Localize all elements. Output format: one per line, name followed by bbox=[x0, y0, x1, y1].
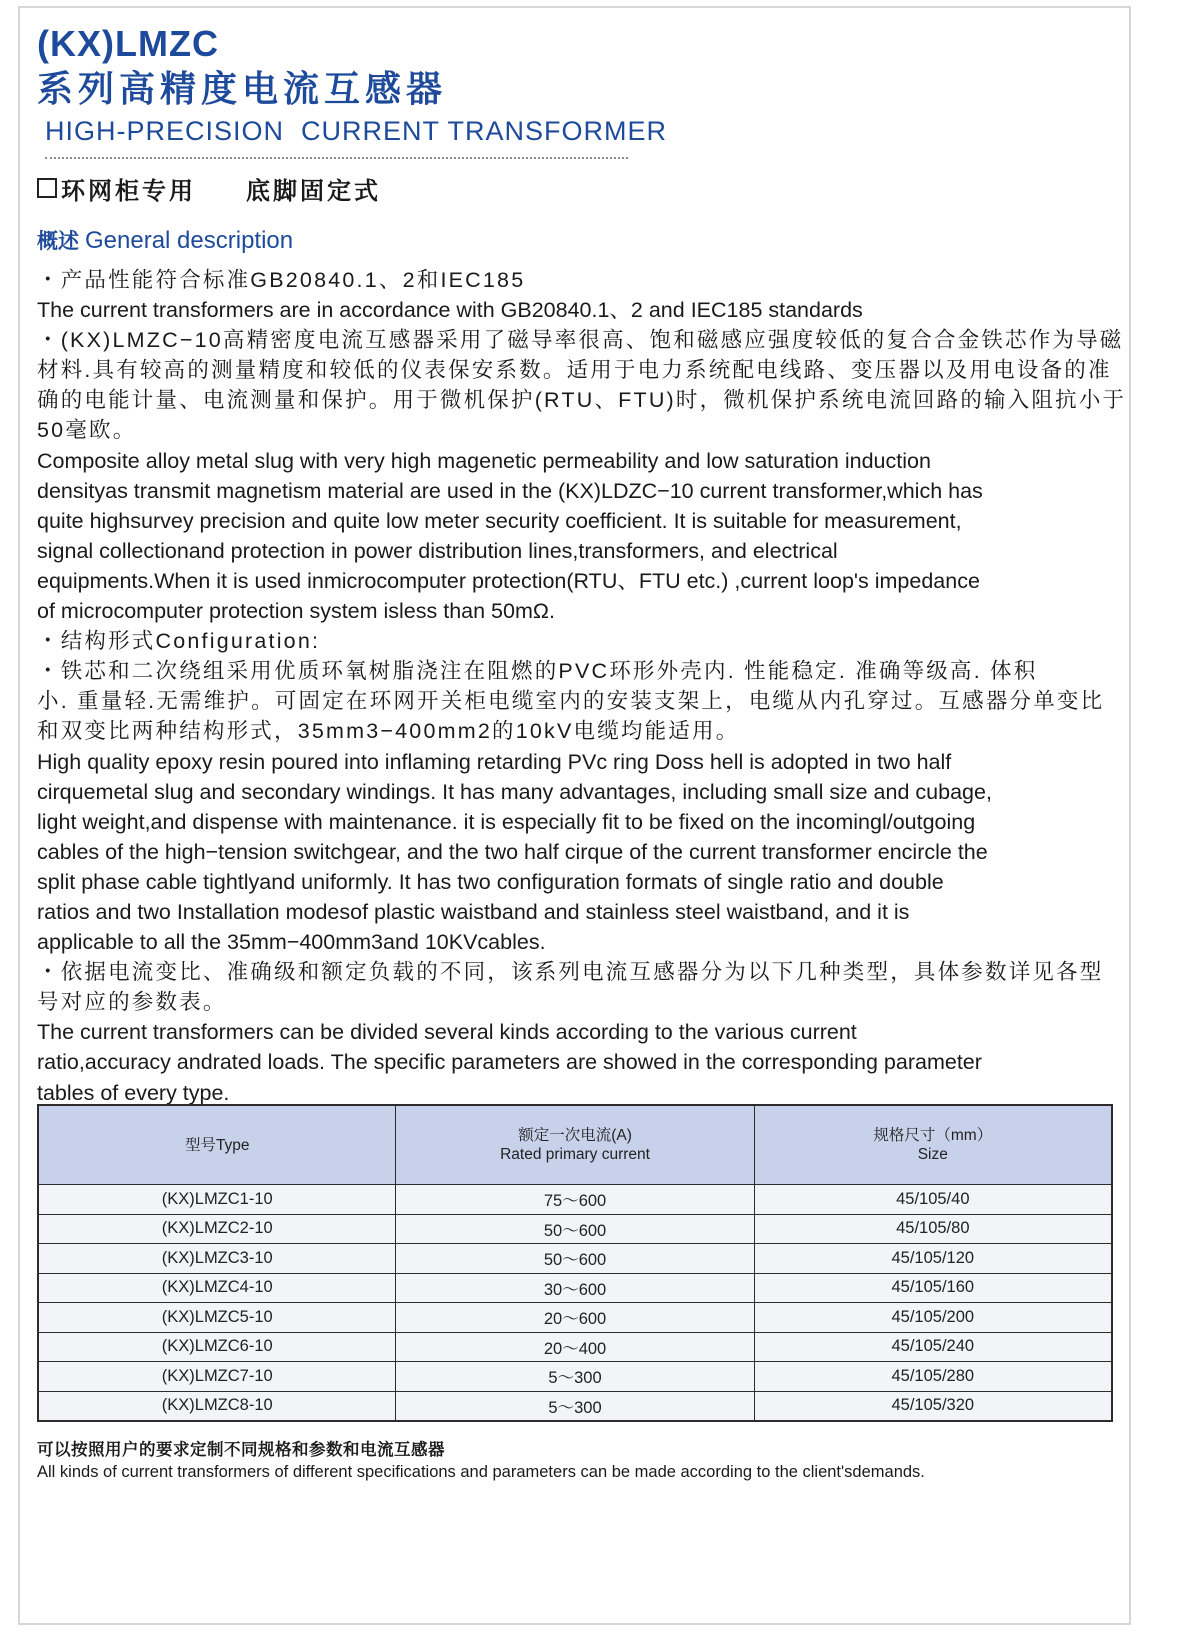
cell-rated-current: 5～300 bbox=[396, 1362, 754, 1392]
product-subtitle-en: HIGH-PRECISION CURRENT TRANSFORMER bbox=[45, 116, 668, 146]
cell-type: (KX)LMZC7-10 bbox=[38, 1362, 396, 1392]
table-row bbox=[38, 1214, 1112, 1244]
table-row bbox=[38, 1303, 1112, 1333]
text-line: cables of the high−tension switchgear, and the two half cirque of the current transformer encircle the bbox=[37, 839, 988, 864]
text-line: 和双变比两种结构形式，35mm3−400mm2的10kV电缆均能适用。 bbox=[37, 719, 740, 744]
cell-size: 45/105/160 bbox=[754, 1273, 1112, 1303]
text-line: equipments.When it is used inmicrocomputer protection(RTU、FTU etc.) ,current loop's impedance bbox=[37, 568, 980, 593]
table-header-row bbox=[38, 1105, 1112, 1185]
text-line: ・产品性能符合标准GB20840.1、2和IEC185 bbox=[37, 268, 526, 292]
text-line: High quality epoxy resin poured into inflaming retarding PVc ring Doss hell is adopted in two half bbox=[37, 749, 952, 774]
text-line: signal collectionand protection in power distribution lines,transformers, and electrical bbox=[37, 538, 838, 563]
text-line: tables of every type. bbox=[37, 1080, 230, 1105]
table-row bbox=[38, 1332, 1112, 1362]
column-header-rated-current-cn: 额定一次电流(A) bbox=[518, 1127, 632, 1144]
table-row bbox=[38, 1362, 1112, 1392]
text-line: ・结构形式Configuration: bbox=[37, 629, 321, 654]
model-series-title: (KX)LMZC bbox=[37, 23, 219, 64]
cell-rated-current: 5～300 bbox=[396, 1391, 754, 1421]
column-header-rated-current bbox=[396, 1105, 754, 1185]
cell-rated-current: 50～600 bbox=[396, 1244, 754, 1274]
customization-note-en: All kinds of current transformers of different specifications and parameters can be made according to the client'sdemands. bbox=[37, 1463, 925, 1481]
column-header-type-label: 型号Type bbox=[184, 1136, 250, 1154]
category-row bbox=[37, 172, 381, 204]
table-row bbox=[38, 1244, 1112, 1274]
dotted-divider bbox=[45, 157, 628, 159]
table-row bbox=[38, 1185, 1112, 1215]
column-header-size-cn: 规格尺寸（mm） bbox=[873, 1127, 993, 1144]
cell-type: (KX)LMZC3-10 bbox=[38, 1244, 396, 1274]
text-line: 材料.具有较高的测量精度和较低的仪表保安系数。适用于电力系统配电线路、变压器以及用电设备的准 bbox=[37, 358, 1112, 383]
customization-note bbox=[37, 1439, 925, 1483]
description-body bbox=[37, 265, 1127, 1108]
product-title-cn: 系列高精度电流互感器 bbox=[37, 68, 448, 109]
text-line: light weight,and dispense with maintenance. it is especially fit to be fixed on the incomingl/outgoing bbox=[37, 809, 976, 834]
cell-type: (KX)LMZC5-10 bbox=[38, 1303, 396, 1333]
table-row bbox=[38, 1273, 1112, 1303]
cell-size: 45/105/320 bbox=[754, 1391, 1112, 1421]
column-header-size bbox=[754, 1105, 1112, 1185]
text-line: of microcomputer protection system isless than 50mΩ. bbox=[37, 599, 555, 624]
customization-note-cn: 可以按照用户的要求定制不同规格和参数和电流互感器 bbox=[37, 1441, 445, 1459]
cell-rated-current: 50～600 bbox=[396, 1214, 754, 1244]
text-line: 号对应的参数表。 bbox=[37, 990, 227, 1015]
text-line: densityas transmit magnetism material are used in the (KX)LDZC−10 current transformer,which has bbox=[37, 478, 983, 503]
text-line: applicable to all the 35mm−400mm3and 10KVcables. bbox=[37, 930, 546, 955]
cell-rated-current: 20～600 bbox=[396, 1303, 754, 1333]
text-line: The current transformers can be divided several kinds according to the various current bbox=[37, 1020, 857, 1045]
text-line: ・铁芯和二次绕组采用优质环氧树脂浇注在阻燃的PVC环形外壳内. 性能稳定. 准确等级高. 体积 bbox=[37, 659, 1038, 684]
column-header-rated-current-en: Rated primary current bbox=[500, 1146, 650, 1163]
cell-type: (KX)LMZC2-10 bbox=[38, 1214, 396, 1244]
category-label-ring-main-unit: 环网柜专用 bbox=[61, 177, 196, 205]
section-heading-cn: 概述 bbox=[37, 230, 79, 253]
text-line: ・依据电流变比、准确级和额定负载的不同，该系列电流互感器分为以下几种类型，具体参数详见各型 bbox=[37, 960, 1104, 985]
section-heading-general-description bbox=[37, 226, 293, 257]
cell-size: 45/105/40 bbox=[754, 1185, 1112, 1215]
cell-size: 45/105/200 bbox=[754, 1303, 1112, 1333]
text-line: 50毫欧。 bbox=[37, 418, 137, 443]
text-line: ・(KX)LMZC−10高精密度电流互感器采用了磁导率很高、饱和磁感应强度较低的复合合金铁芯作为导磁 bbox=[37, 328, 1124, 353]
text-line: The current transformers are in accordance with GB20840.1、2 and IEC185 standards bbox=[37, 298, 863, 323]
column-header-type bbox=[38, 1105, 396, 1185]
cell-rated-current: 30～600 bbox=[396, 1273, 754, 1303]
section-heading-en: General description bbox=[85, 227, 294, 254]
cell-size: 45/105/120 bbox=[754, 1244, 1112, 1274]
cell-type: (KX)LMZC6-10 bbox=[38, 1332, 396, 1362]
cell-size: 45/105/80 bbox=[754, 1214, 1112, 1244]
cell-size: 45/105/280 bbox=[754, 1362, 1112, 1392]
text-line: split phase cable tightlyand uniformly. It has two configuration formats of single ratio and double bbox=[37, 869, 944, 894]
cell-rated-current: 20～400 bbox=[396, 1332, 754, 1362]
checkbox-icon[interactable] bbox=[37, 178, 57, 198]
text-line: Composite alloy metal slug with very high magenetic permeability and low saturation induction bbox=[37, 448, 931, 473]
category-label-base-mounted: 底脚固定式 bbox=[246, 177, 381, 205]
text-line: ratios and two Installation modesof plastic waistband and stainless steel waistband, and it is bbox=[37, 899, 910, 924]
cell-size: 45/105/240 bbox=[754, 1332, 1112, 1362]
cell-type: (KX)LMZC8-10 bbox=[38, 1391, 396, 1421]
text-line: quite highsurvey precision and quite low meter security coefficient. It is suitable for measurement, bbox=[37, 508, 962, 533]
text-line: 小. 重量轻.无需维护。可固定在环网开关柜电缆室内的安装支架上，电缆从内孔穿过。互感器分单变比 bbox=[37, 689, 1105, 714]
text-line: cirquemetal slug and secondary windings. It has many advantages, including small size and cubage, bbox=[37, 779, 992, 804]
cell-type: (KX)LMZC4-10 bbox=[38, 1273, 396, 1303]
text-line: 确的电能计量、电流测量和保护。用于微机保护(RTU、FTU)时，微机保护系统电流回路的输入阻抗小于 bbox=[37, 388, 1127, 413]
text-line: ratio,accuracy andrated loads. The specific parameters are showed in the corresponding parameter bbox=[37, 1050, 982, 1075]
cell-type: (KX)LMZC1-10 bbox=[38, 1185, 396, 1215]
cell-rated-current: 75～600 bbox=[396, 1185, 754, 1215]
specification-table bbox=[37, 1104, 1113, 1422]
column-header-size-en: Size bbox=[917, 1146, 948, 1163]
table-row bbox=[38, 1391, 1112, 1421]
